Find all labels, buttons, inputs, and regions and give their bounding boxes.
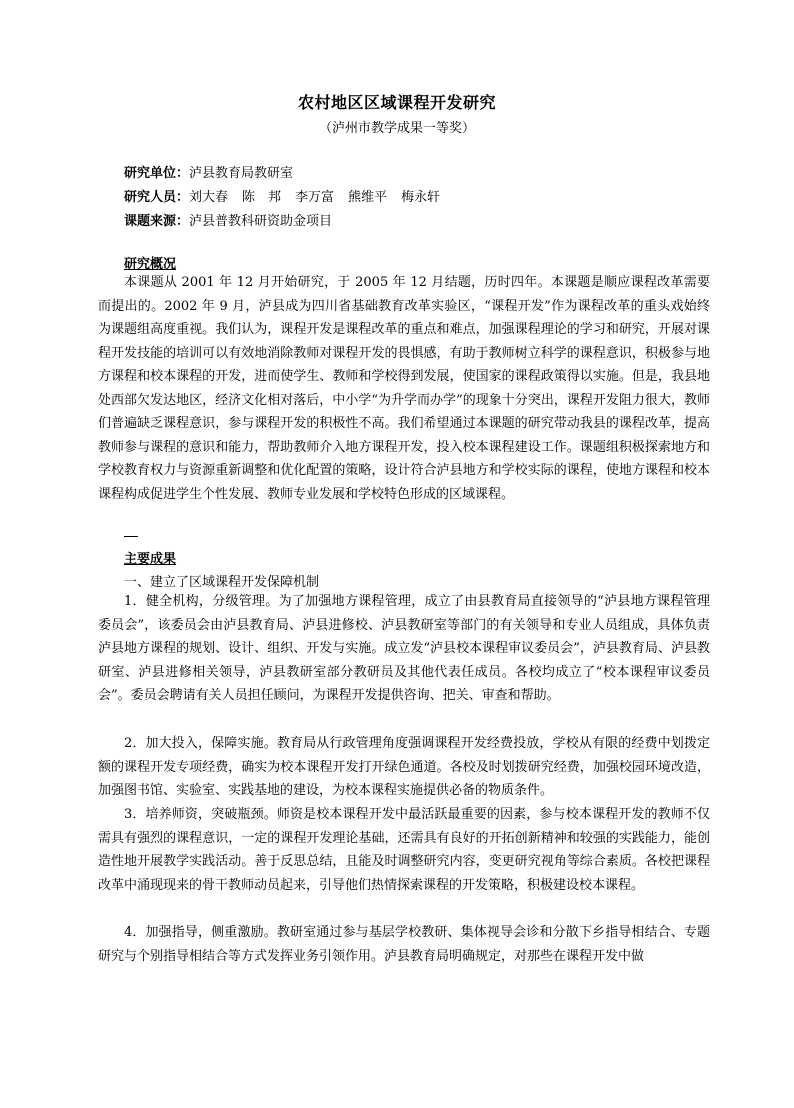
researcher-name: 刘大春 (189, 190, 229, 205)
overview-paragraph: 本课题从 2001 年 12 月开始研究，于 2005 年 12 月结题，历时四年。本课题是顺应课程改革需要而提出的。2002 年 9 月，泸县成为四川省基础教育改革实验区，“课程开发”作为课程改革的重头戏始终为课题组高度重视。我们认为，课程开发是课程改革的重点和难点，加强课程理论的学习和研究，开展对课程开发技能的培训可以有效地消除教师对课程开发的畏惧感，有助于教师树立科学的课程意识，积极参与地方课程和校本课程的开发，进而使学生、教师和学校得到发展，使国家的课程政策得以实施。但是，我县地处西部欠发达地区，经济文化相对落后，中小学“为升学而办学”的现象十分突出，课程开发阻力很大，教师们普遍缺乏课程意识，参与课程开发的积极性不高。我们希望通过本课题的研究带动我县的课程改革，提高教师参与课程的意识和能力，帮助教师介入地方课程开发，投入校本课程建设工作。课题组积极探索地方和学校教育权力与资源重新调整和优化配置的策略，设计符合泸县地方和学校实际的课程，使地方课程和校本课程构成促进学生个性发展、教师专业发展和学校特色形成的区域课程。 (98, 275, 710, 502)
document-subtitle: （泸州市教学成果一等奖） (318, 121, 475, 136)
researcher-name: 梅永轩 (401, 190, 441, 205)
meta-research-unit (124, 162, 293, 181)
overview-heading: 研究概况 (124, 257, 177, 272)
divider-dash (124, 536, 138, 537)
meta-unit-label: 研究单位： (124, 166, 190, 181)
result-item-4: 4．加强指导，侧重激励。教研室通过参与基层学校教研、集体视导会诊和分散下乡指导相结合、专题研究与个别指导相结合等方式发挥业务引领作用。泸县教育局明确规定，对那些在课程开发中做 (98, 925, 710, 964)
researcher-name: 陈 邦 (242, 190, 282, 205)
meta-source-label: 课题来源： (124, 214, 190, 229)
meta-researchers (124, 186, 440, 205)
meta-unit-value: 泸县教育局教研室 (189, 166, 294, 181)
meta-source-value: 泸县普教科研资助金项目 (189, 214, 333, 229)
results-subheading: 一、建立了区域课程开发保障机制 (124, 575, 320, 590)
results-heading: 主要成果 (124, 552, 177, 567)
researcher-name: 李万富 (295, 190, 335, 205)
researcher-name: 熊维平 (348, 190, 388, 205)
meta-source (124, 210, 332, 229)
document-title: 农村地区区域课程开发研究 (297, 93, 496, 112)
result-item-2: 2．加大投入，保障实施。教育局从行政管理角度强调课程开发经费投放，学校从有限的经费中划拨定额的课程开发专项经费，确实为校本课程开发打开绿色通道。各校及时划拨研究经费，加强校园环境改造，加强图书馆、实验室、实践基地的建设，为校本课程实施提供必备的物质条件。 (98, 736, 710, 798)
result-item-1: 1．健全机构，分级管理。为了加强地方课程管理，成立了由县教育局直接领导的“泸县地方课程管理委员会”，该委员会由泸县教育局、泸县进修校、泸县教研室等部门的有关领导和专业人员组成，具体负责泸县地方课程的规划、设计、组织、开发与实施。成立发“泸县校本课程审议委员会”，泸县教育局、泸县教研室、泸县进修相关领导，泸县教研室部分教研员及其他代表任成员。各校均成立了“校本课程审议委员会”。委员会聘请有关人员担任顾问，为课程开发提供咨询、把关、审查和帮助。 (98, 594, 710, 703)
meta-people-label: 研究人员： (124, 190, 190, 205)
result-item-3: 3．培养师资，突破瓶颈。师资是校本课程开发中最活跃最重要的因素，参与校本课程开发的教师不仅需具有强烈的课程意识，一定的课程开发理论基础，还需具有良好的开拓创新精神和较强的实践能力，能创造性地开展教学实践活动。善于反思总结，且能及时调整研究内容，变更研究视角等综合素质。各校把课程改革中涌现现来的骨干教师动员起来，引导他们热情探索课程的开发策略，积极建设校本课程。 (98, 807, 710, 893)
